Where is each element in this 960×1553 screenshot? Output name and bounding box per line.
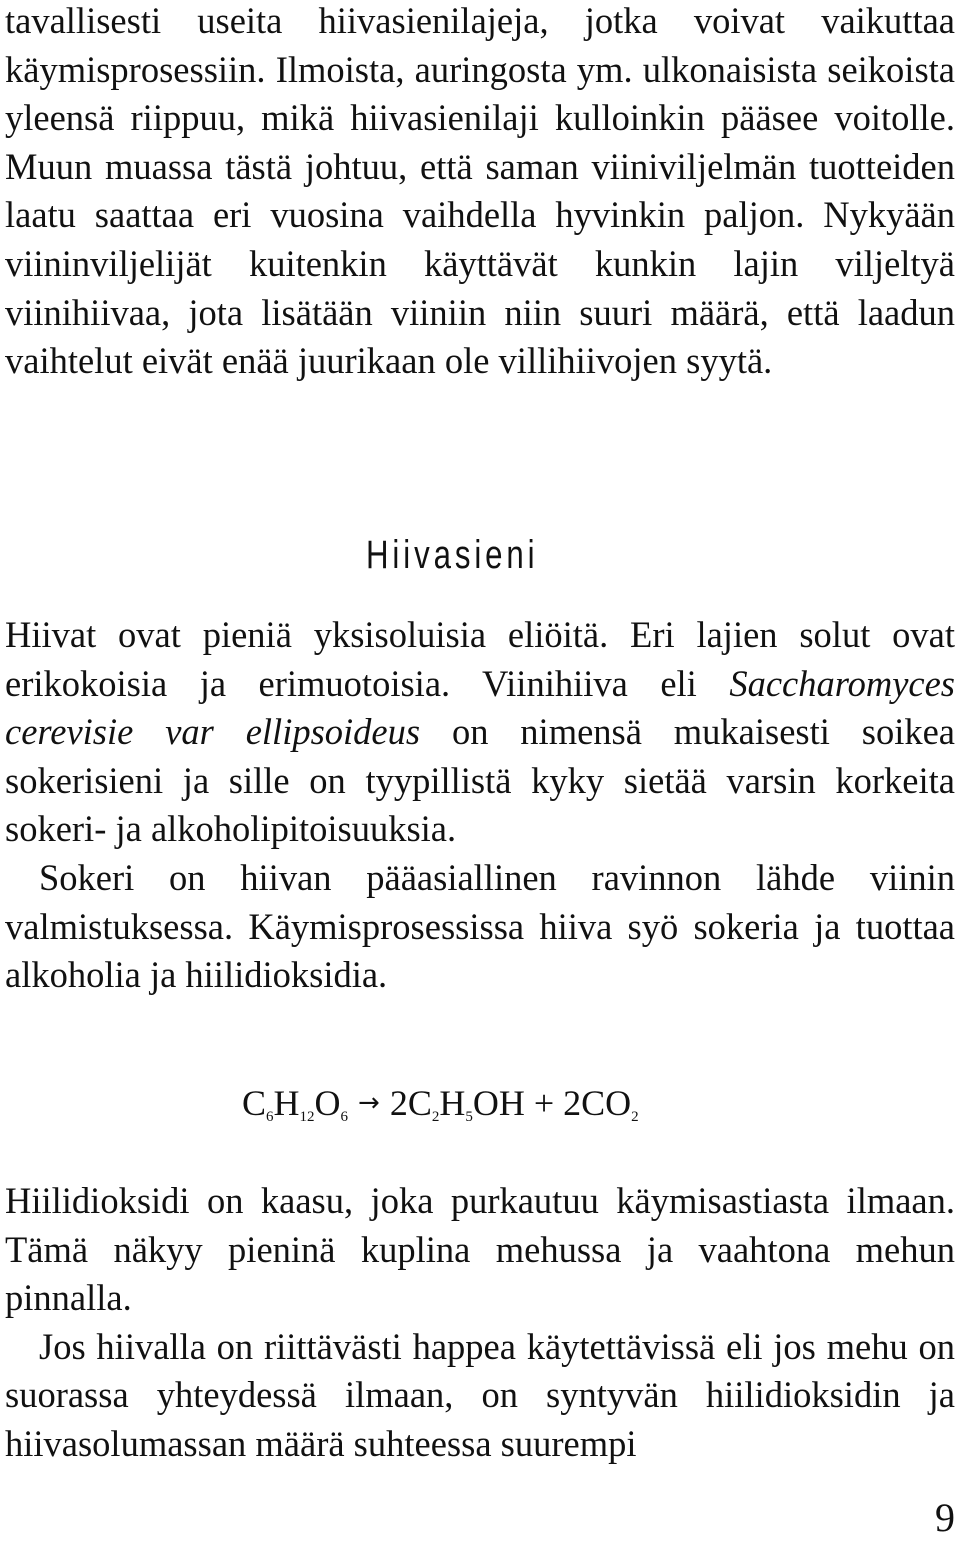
eq-subscript: 2 bbox=[631, 1109, 639, 1125]
reaction-arrow-icon: → bbox=[358, 1088, 380, 1118]
section-heading: Hiivasieni bbox=[366, 533, 539, 577]
paragraph-carbon-dioxide: Hiilidioksidi on kaasu, joka purkautuu käymisastiasta ilmaan. Tämä näkyy pieninä kuplina mehussa ja vaahtona mehun pinnalla. bbox=[5, 1180, 955, 1319]
paragraph-yeast-description bbox=[5, 611, 955, 854]
document-page bbox=[5, 0, 956, 1540]
eq-subscript: 12 bbox=[299, 1109, 315, 1125]
paragraph-text: on nimensä mukaisesti soikea sokerisieni ja sille on tyypillistä kyky sietää varsin korkeita sokeri- ja alkoholipitoisuuksia. bbox=[5, 711, 956, 850]
yeast-section-body bbox=[5, 611, 955, 1000]
eq-subscript: 2 bbox=[431, 1109, 440, 1125]
latin-var: var bbox=[165, 711, 214, 753]
eq-subscript: 5 bbox=[465, 1109, 473, 1125]
eq-symbol: H bbox=[439, 1083, 466, 1123]
paragraph-oxygen-effect: Jos hiivalla on riittävästi happea käytettävissä eli jos mehu on suorassa yhteydessä ilmaan, on syntyvän hiilidioksidin ja hiivasolumassan määrä suhteessa suurempi bbox=[5, 1325, 955, 1464]
eq-symbol: H bbox=[273, 1083, 300, 1123]
eq-plus: + bbox=[533, 1083, 555, 1123]
space bbox=[214, 711, 246, 752]
paragraph-wine-yeast-variation: tavallisesti useita hiivasienilajeja, jotka voivat vaikuttaa käymisprosessiin. Ilmoista, auringosta ym. ulkonaisista seikoista yleensä riippuu, mikä hiivasienilaji kulloinkin pääsee voitolle. Muun muassa tästä johtuu, että saman viiniviljelmän tuotteiden laatu saattaa eri vuosina vaihdella hyvinkin paljon. Nykyään viininviljelijät kuitenkin käyttävät kunkin lajin viljeltyä viinihiivaa, jota lisätään viiniin niin suuri määrä, että laadun vaihtelut eivät enää juurikaan ole villihiivojen syytä. bbox=[5, 0, 955, 382]
latin-variety: ellipsoideus bbox=[245, 711, 421, 753]
eq-subscript: 6 bbox=[340, 1109, 349, 1125]
space bbox=[133, 711, 165, 752]
eq-symbol: O bbox=[314, 1083, 341, 1123]
eq-symbol: 2C bbox=[389, 1083, 432, 1123]
eq-symbol: C bbox=[242, 1083, 267, 1123]
fermentation-equation bbox=[242, 1079, 639, 1127]
eq-symbol: OH bbox=[472, 1083, 525, 1123]
eq-subscript: 6 bbox=[266, 1109, 274, 1125]
co2-section-body bbox=[5, 1177, 955, 1469]
latin-genus: Saccharomyces bbox=[729, 662, 955, 704]
latin-species: cerevisie bbox=[5, 711, 134, 753]
paragraph-text: Hiivat ovat pieniä yksisoluisia eliöitä. Eri lajien solut ovat erikokoisia ja erimuotoisia. Viinihiiva eli bbox=[5, 614, 955, 704]
eq-symbol: 2CO bbox=[563, 1083, 632, 1123]
paragraph-sugar-source: Sokeri on hiivan pääasiallinen ravinnon lähde viinin valmistuksessa. Käymisprosessissa hiiva syö sokeria ja tuottaa alkoholia ja hiilidioksidia. bbox=[5, 856, 955, 996]
page-number: 9 bbox=[935, 1495, 955, 1540]
